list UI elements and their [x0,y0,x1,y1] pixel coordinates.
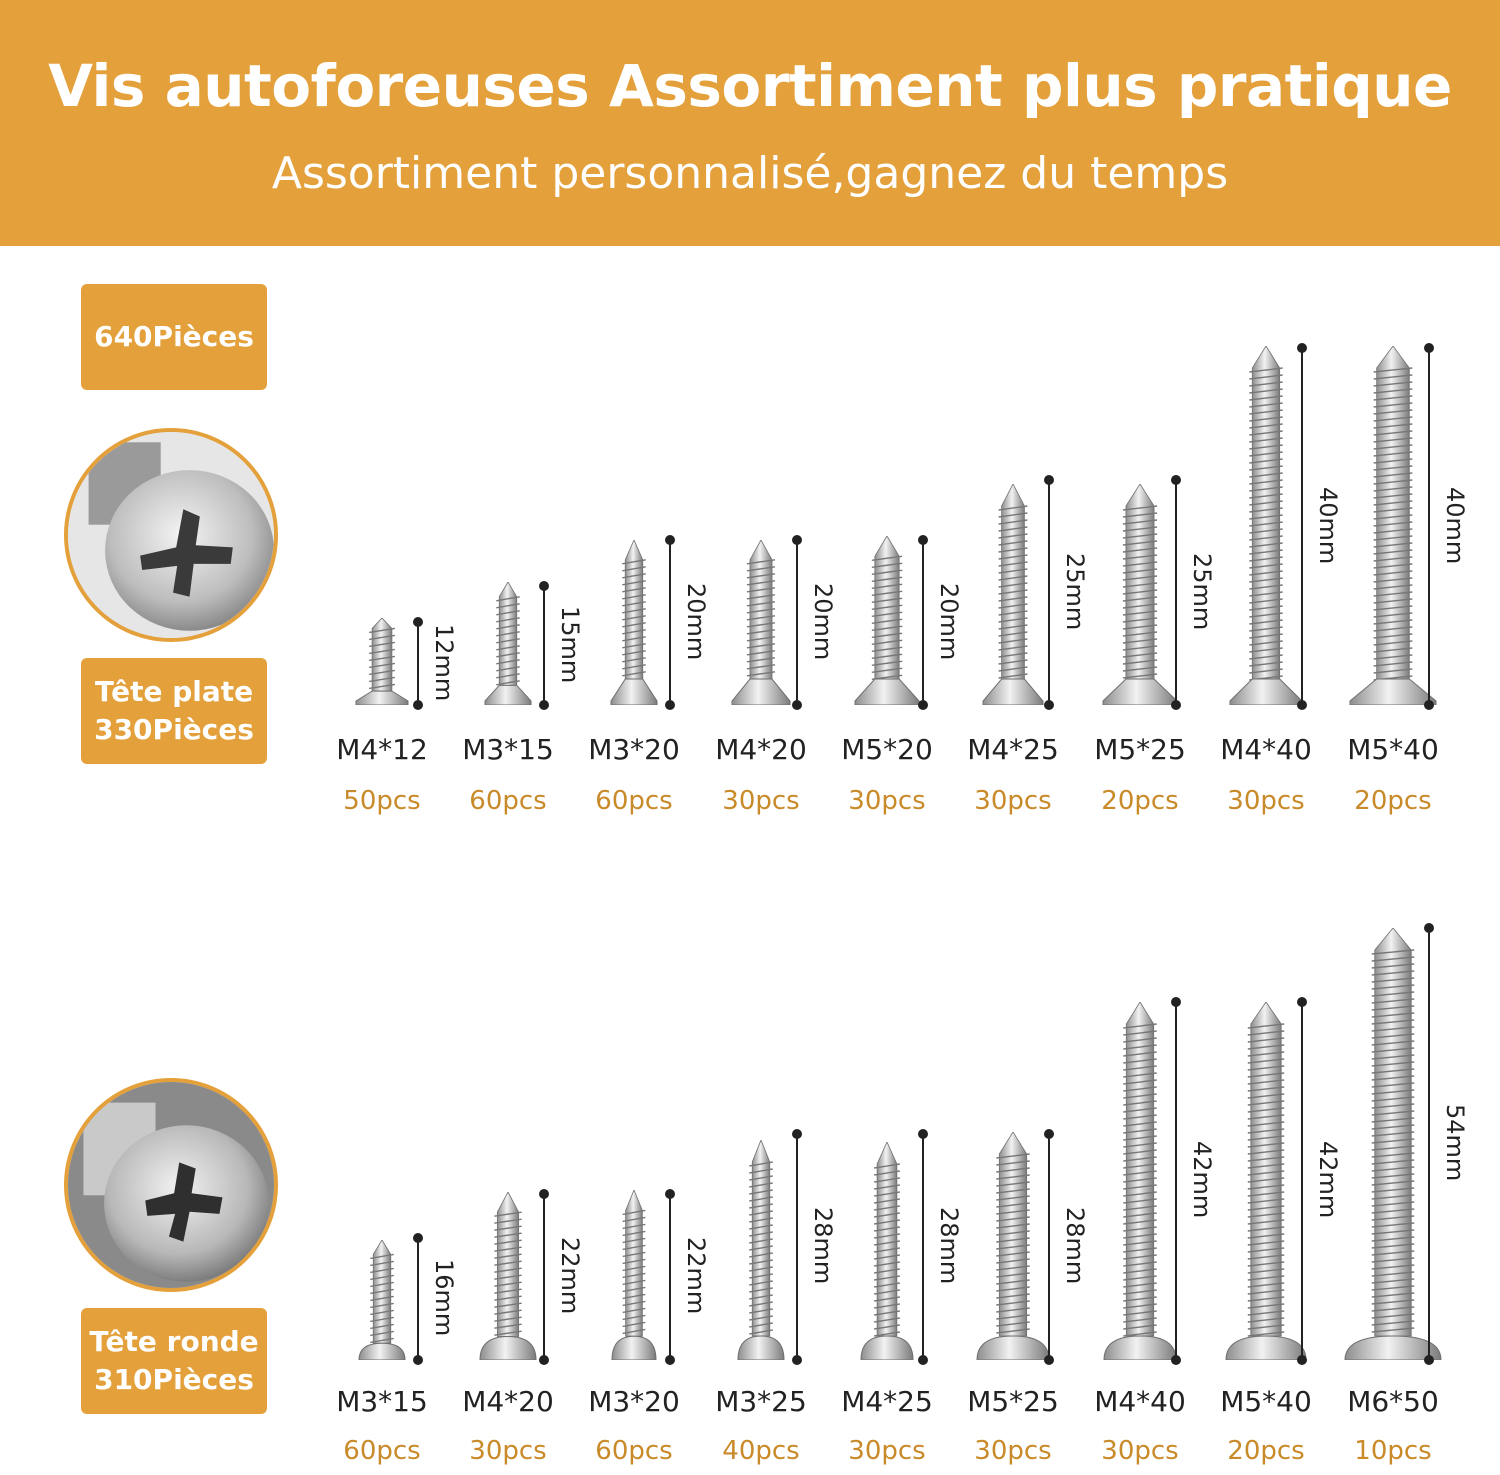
dimension-dot-icon [1044,1129,1054,1139]
dimension-line-stroke [796,1134,798,1360]
dimension-dot-icon [1424,1355,1434,1365]
dimension-line-stroke [1048,480,1050,705]
screw-size-label: M3*15 [462,733,554,766]
round-head-screw-icon [859,1142,915,1360]
screw-size-label: M3*20 [588,733,680,766]
screw-quantity-label: 30pcs [848,1436,926,1466]
dimension-dot-icon [792,700,802,710]
dimension-line [1287,348,1317,705]
screw-quantity-label: 30pcs [469,1436,547,1466]
dimension-dot-icon [1297,343,1307,353]
screw-quantity-label: 30pcs [1227,786,1305,816]
screw-quantity-label: 20pcs [1101,786,1179,816]
dimension-line [529,1194,559,1360]
dimension-dot-icon [1171,700,1181,710]
screw-size-label: M4*12 [336,733,428,766]
round-head-label: Tête ronde [89,1325,259,1358]
dimension-dot-icon [1044,700,1054,710]
screw-quantity-label: 60pcs [595,1436,673,1466]
dimension-dot-icon [1297,1355,1307,1365]
length-label: 20mm [935,582,963,660]
round-head-count: 310Pièces [94,1363,254,1396]
dimension-dot-icon [1424,700,1434,710]
dimension-line-stroke [417,1238,419,1360]
screw-size-label: M4*40 [1220,733,1312,766]
screw-quantity-label: 30pcs [848,786,926,816]
dimension-dot-icon [918,700,928,710]
screw-size-label: M3*20 [588,1385,680,1418]
dimension-dot-icon [1424,343,1434,353]
dimension-line-stroke [1175,480,1177,705]
dimension-dot-icon [1297,997,1307,1007]
dimension-line-stroke [796,540,798,705]
screw-quantity-label: 60pcs [469,786,547,816]
dimension-dot-icon [1044,1355,1054,1365]
dimension-dot-icon [539,1355,549,1365]
dimension-line-stroke [1428,348,1430,705]
length-label: 25mm [1061,552,1089,630]
dimension-line [529,586,559,705]
flat-head-screw-icon [483,582,533,705]
round-head-screw-photo-icon [64,1078,278,1292]
dimension-line [908,540,938,705]
screw-quantity-label: 30pcs [974,786,1052,816]
screw-size-label: M5*40 [1347,733,1439,766]
dimension-line-stroke [1175,1002,1177,1360]
screw-quantity-label: 20pcs [1227,1436,1305,1466]
screw-size-label: M4*20 [715,733,807,766]
length-label: 28mm [809,1207,837,1285]
dimension-line-stroke [1428,928,1430,1360]
dimension-dot-icon [539,581,549,591]
dimension-line [1034,480,1064,705]
dimension-dot-icon [1297,700,1307,710]
screw-size-label: M5*20 [841,733,933,766]
dimension-line [403,622,433,705]
screw-quantity-label: 10pcs [1354,1436,1432,1466]
dimension-line-stroke [417,622,419,705]
flat-head-screw-icon [354,618,410,705]
length-label: 22mm [682,1237,710,1315]
dimension-dot-icon [1171,1355,1181,1365]
dimension-dot-icon [539,700,549,710]
dimension-dot-icon [413,1233,423,1243]
dimension-dot-icon [792,1129,802,1139]
screw-size-label: M4*20 [462,1385,554,1418]
dimension-dot-icon [1424,923,1434,933]
flat-head-count: 330Pièces [94,713,254,746]
flat-head-label: Tête plate [94,675,254,708]
dimension-line-stroke [669,540,671,705]
dimension-dot-icon [792,535,802,545]
length-label: 25mm [1188,552,1216,630]
length-label: 40mm [1441,486,1469,564]
dimension-line [403,1238,433,1360]
dimension-dot-icon [413,700,423,710]
dimension-line [1287,1002,1317,1360]
dimension-line-stroke [543,1194,545,1360]
dimension-dot-icon [413,1355,423,1365]
dimension-dot-icon [1044,475,1054,485]
screw-size-label: M5*25 [1094,733,1186,766]
screw-size-label: M4*40 [1094,1385,1186,1418]
dimension-line [1161,1002,1191,1360]
screw-quantity-label: 40pcs [722,1436,800,1466]
screw-size-label: M5*25 [967,1385,1059,1418]
dimension-line [782,1134,812,1360]
page-title: Vis autoforeuses Assortiment plus pratique [48,52,1452,120]
round-head-badge [81,1308,267,1414]
total-pieces-badge [81,284,267,390]
dimension-dot-icon [665,1189,675,1199]
screw-size-label: M3*15 [336,1385,428,1418]
flat-head-screw-photo-icon [64,428,278,642]
screw-size-label: M4*25 [841,1385,933,1418]
dimension-line [1161,480,1191,705]
dimension-line [1414,348,1444,705]
dimension-line-stroke [1301,348,1303,705]
round-head-screw-icon [610,1190,658,1360]
length-label: 28mm [1061,1207,1089,1285]
length-label: 15mm [556,605,584,683]
length-label: 42mm [1188,1141,1216,1219]
round-head-screw-icon [357,1240,407,1360]
dimension-dot-icon [1171,997,1181,1007]
dimension-dot-icon [918,535,928,545]
dimension-dot-icon [665,1355,675,1365]
length-label: 20mm [809,582,837,660]
screw-size-label: M5*40 [1220,1385,1312,1418]
dimension-line-stroke [1301,1002,1303,1360]
dimension-line [908,1134,938,1360]
screw-size-label: M3*25 [715,1385,807,1418]
screw-quantity-label: 60pcs [343,1436,421,1466]
dimension-line [655,540,685,705]
dimension-line-stroke [922,1134,924,1360]
round-head-screw-icon [736,1140,786,1360]
dimension-dot-icon [539,1189,549,1199]
dimension-dot-icon [665,535,675,545]
dimension-line [655,1194,685,1360]
screw-quantity-label: 20pcs [1354,786,1432,816]
dimension-line-stroke [669,1194,671,1360]
screw-quantity-label: 50pcs [343,786,421,816]
screw-size-label: M6*50 [1347,1385,1439,1418]
dimension-line [782,540,812,705]
dimension-dot-icon [413,617,423,627]
length-label: 28mm [935,1207,963,1285]
length-label: 12mm [430,623,458,701]
dimension-line-stroke [922,540,924,705]
dimension-line-stroke [543,586,545,705]
screw-quantity-label: 60pcs [595,786,673,816]
dimension-dot-icon [1171,475,1181,485]
screw-quantity-label: 30pcs [722,786,800,816]
screw-size-label: M4*25 [967,733,1059,766]
length-label: 54mm [1441,1104,1469,1182]
length-label: 22mm [556,1237,584,1315]
dimension-dot-icon [665,700,675,710]
screw-quantity-label: 30pcs [1101,1436,1179,1466]
dimension-dot-icon [918,1355,928,1365]
length-label: 42mm [1314,1141,1342,1219]
dimension-dot-icon [918,1129,928,1139]
total-pieces-label: 640Pièces [94,320,254,353]
flat-head-screw-icon [609,540,659,705]
dimension-line [1034,1134,1064,1360]
length-label: 16mm [430,1259,458,1337]
flat-head-badge [81,658,267,764]
header-banner [0,0,1500,246]
page-subtitle: Assortiment personnalisé,gagnez du temps [271,148,1229,199]
screw-quantity-label: 30pcs [974,1436,1052,1466]
length-label: 40mm [1314,486,1342,564]
dimension-dot-icon [792,1355,802,1365]
dimension-line [1414,928,1444,1360]
length-label: 20mm [682,582,710,660]
dimension-line-stroke [1048,1134,1050,1360]
